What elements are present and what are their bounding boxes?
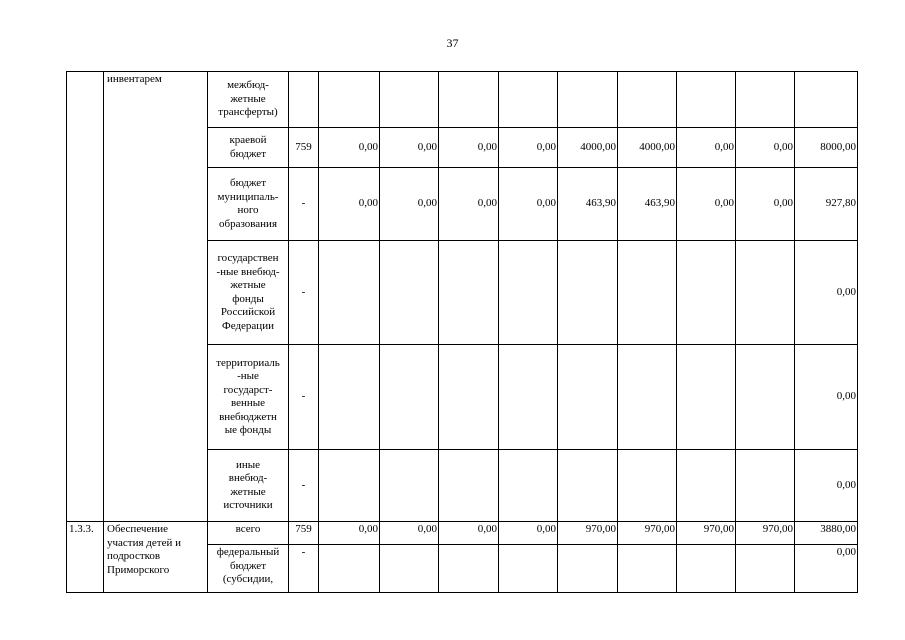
value-cell — [380, 241, 439, 345]
value-cell — [558, 72, 618, 128]
value-cell: 0,00 — [439, 168, 499, 241]
funding-source-cell: государствен -ные внебюд- жетные фонды Российской Федерации — [208, 241, 289, 345]
value-cell — [380, 72, 439, 128]
table-row — [67, 522, 858, 545]
table-row — [67, 72, 858, 128]
value-cell: 4000,00 — [618, 128, 677, 168]
value-cell — [618, 72, 677, 128]
value-cell — [558, 450, 618, 522]
item-number-cell — [67, 72, 104, 522]
value-cell: 463,90 — [618, 168, 677, 241]
value-cell — [319, 450, 380, 522]
value-cell: 4000,00 — [558, 128, 618, 168]
value-cell: 0,00 — [499, 128, 558, 168]
value-cell — [618, 345, 677, 450]
value-cell: 0,00 — [499, 168, 558, 241]
value-cell — [499, 241, 558, 345]
value-cell — [736, 241, 795, 345]
total-value-cell: 0,00 — [795, 545, 858, 593]
value-cell — [499, 545, 558, 593]
value-cell — [558, 545, 618, 593]
value-cell: 0,00 — [319, 168, 380, 241]
value-cell: 0,00 — [736, 128, 795, 168]
value-cell — [558, 241, 618, 345]
funding-source-cell: краевой бюджет — [208, 128, 289, 168]
value-cell: 970,00 — [618, 522, 677, 545]
budget-table — [66, 71, 858, 593]
value-cell — [380, 450, 439, 522]
total-value-cell — [795, 72, 858, 128]
value-cell — [319, 241, 380, 345]
value-cell — [558, 345, 618, 450]
budget-code-cell: 759 — [289, 522, 319, 545]
funding-source-cell: межбюд- жетные трансферты) — [208, 72, 289, 128]
value-cell: 0,00 — [380, 522, 439, 545]
value-cell: 0,00 — [319, 128, 380, 168]
value-cell — [319, 72, 380, 128]
budget-code-cell: - — [289, 450, 319, 522]
value-cell — [677, 72, 736, 128]
value-cell — [439, 545, 499, 593]
total-value-cell: 3880,00 — [795, 522, 858, 545]
value-cell — [618, 450, 677, 522]
value-cell — [380, 345, 439, 450]
value-cell: 970,00 — [677, 522, 736, 545]
value-cell — [677, 241, 736, 345]
value-cell: 0,00 — [677, 128, 736, 168]
value-cell — [736, 345, 795, 450]
value-cell — [380, 545, 439, 593]
funding-source-cell: всего — [208, 522, 289, 545]
value-cell: 0,00 — [439, 522, 499, 545]
page-number: 37 — [446, 36, 459, 50]
value-cell: 0,00 — [380, 168, 439, 241]
value-cell: 0,00 — [499, 522, 558, 545]
value-cell — [439, 450, 499, 522]
value-cell: 0,00 — [319, 522, 380, 545]
total-value-cell: 0,00 — [795, 450, 858, 522]
total-value-cell: 927,80 — [795, 168, 858, 241]
budget-code-cell: - — [289, 345, 319, 450]
value-cell: 970,00 — [736, 522, 795, 545]
funding-source-cell: бюджет муниципаль- ного образования — [208, 168, 289, 241]
value-cell — [439, 345, 499, 450]
budget-code-cell: - — [289, 168, 319, 241]
funding-source-cell: федеральный бюджет (субсидии, — [208, 545, 289, 593]
budget-code-cell: 759 — [289, 128, 319, 168]
total-value-cell: 0,00 — [795, 345, 858, 450]
value-cell: 0,00 — [439, 128, 499, 168]
value-cell — [439, 241, 499, 345]
value-cell — [677, 545, 736, 593]
total-value-cell: 8000,00 — [795, 128, 858, 168]
value-cell — [319, 345, 380, 450]
item-name-cell: Обеспечение участия детей и подростков Приморского — [104, 522, 208, 593]
funding-source-cell: территориаль -ные государст- венные внебюджетн ые фонды — [208, 345, 289, 450]
value-cell — [618, 241, 677, 345]
funding-source-cell: иные внебюд- жетные источники — [208, 450, 289, 522]
item-name-cell: инвентарем — [104, 72, 208, 522]
value-cell: 0,00 — [380, 128, 439, 168]
value-cell — [736, 545, 795, 593]
budget-code-cell: - — [289, 545, 319, 593]
value-cell — [618, 545, 677, 593]
value-cell — [736, 72, 795, 128]
value-cell — [499, 72, 558, 128]
value-cell — [319, 545, 380, 593]
value-cell — [439, 72, 499, 128]
value-cell: 0,00 — [677, 168, 736, 241]
total-value-cell: 0,00 — [795, 241, 858, 345]
value-cell: 970,00 — [558, 522, 618, 545]
budget-code-cell: - — [289, 241, 319, 345]
value-cell: 0,00 — [736, 168, 795, 241]
value-cell — [499, 450, 558, 522]
value-cell — [677, 450, 736, 522]
item-number-cell: 1.3.3. — [67, 522, 104, 593]
value-cell — [499, 345, 558, 450]
value-cell — [736, 450, 795, 522]
value-cell: 463,90 — [558, 168, 618, 241]
value-cell — [677, 345, 736, 450]
budget-code-cell — [289, 72, 319, 128]
